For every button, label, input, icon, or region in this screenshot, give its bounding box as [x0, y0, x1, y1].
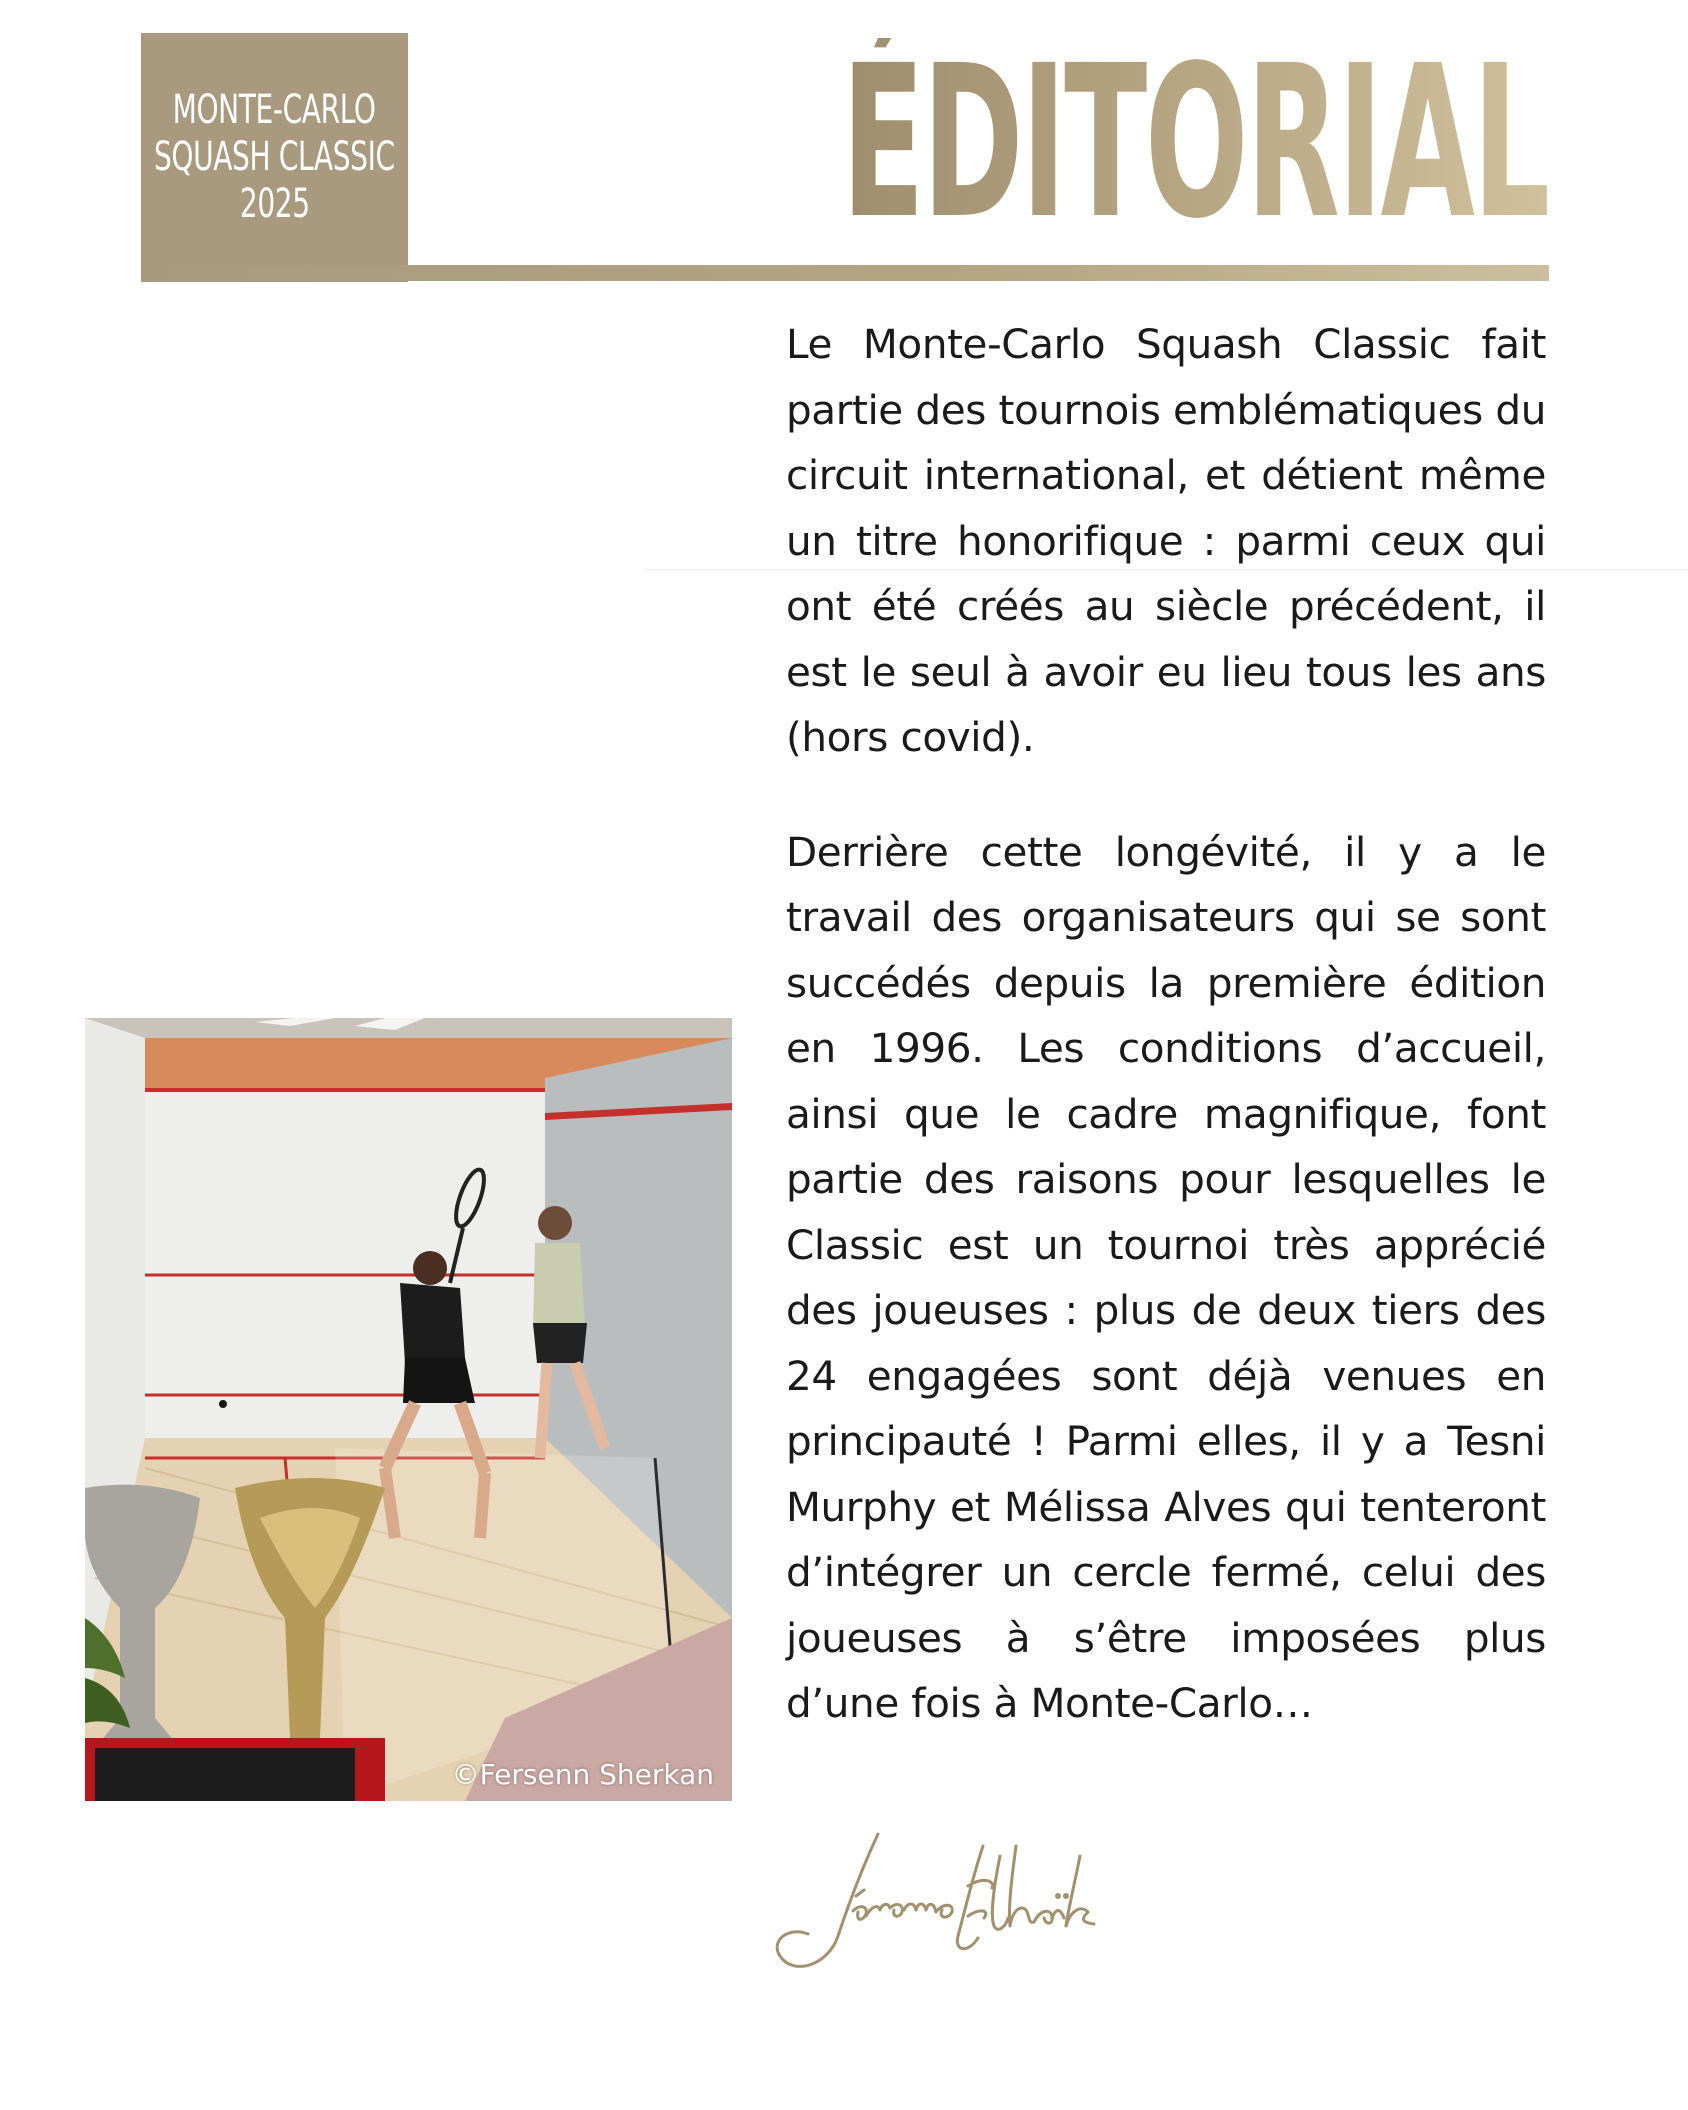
page-title: ÉDITORIAL [841, 20, 1548, 265]
event-badge [141, 33, 408, 282]
badge-line-1: MONTE-CARLO [173, 87, 376, 133]
paragraph-2: Derrière cette longévité, il y a le travail des organisateurs qui se sont succédés depuis la première édition en 1996. Les conditions d’accueil, ainsi que le cadre magnifique, font partie des raisons pour lesquelles le Classic est un tournoi très apprécié des joueuses : plus de deux tiers des 24 engagées sont déjà venues en principauté ! Parmi elles, il y a Tesni Murphy et Mélissa Alves qui tenteront d’intégrer un cercle fermé, celui des joueuses à s’être imposées plus d’une fois à Monte-Carlo… [786, 827, 1546, 1727]
header-divider [141, 265, 1549, 281]
article-body [786, 312, 1546, 1737]
squash-court-photo [85, 1018, 732, 1801]
signature [768, 1826, 1188, 1976]
badge-line-3: 2025 [239, 181, 310, 227]
photo-illustration [85, 1018, 732, 1801]
paragraph-1: Le Monte-Carlo Squash Classic fait partie des tournois emblématiques du circuit international, et détient même un titre honorifique : parmi ceux qui ont été créés au siècle précédent, il est le seul à avoir eu lieu tous les ans (hors covid). [786, 320, 1546, 761]
photo-credit: ©Fersenn Sherkan [451, 1758, 714, 1791]
badge-line-2: SQUASH CLASSIC [154, 134, 395, 180]
